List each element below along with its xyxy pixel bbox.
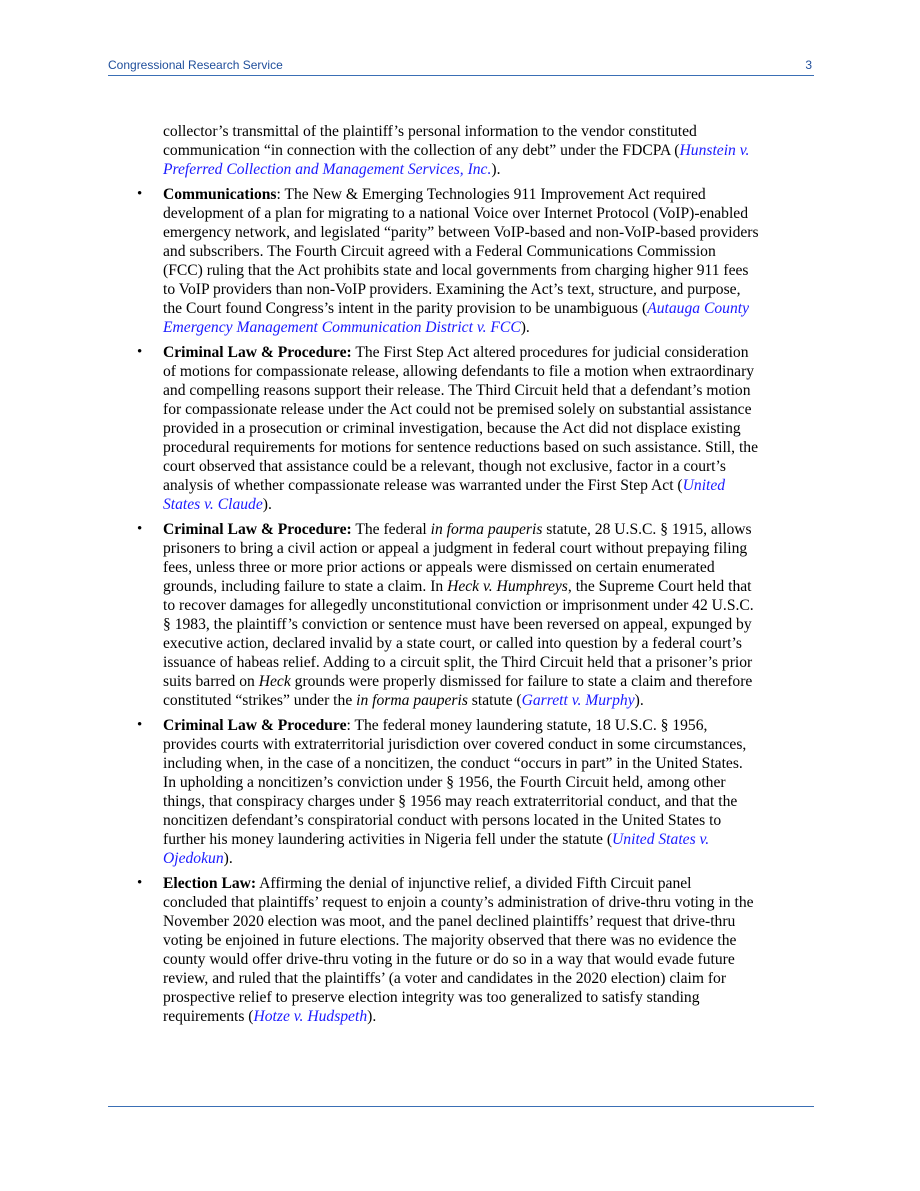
case-link-hunstein[interactable]: Hunstein v. Preferred Collection and Management Services, Inc. — [163, 142, 750, 178]
footer-divider — [108, 1106, 814, 1107]
list-item: • Criminal Law & Procedure: The federal money laundering statute, 18 U.S.C. § 1956, provides courts with extraterritorial jurisdiction over covered conduct in some circumstances, including when, in the case of a noncitizen, the conduct “occurs in part” in the United States. In upholding a noncitizen’s conviction under § 1956, the Fourth Circuit held, among other things, that conspiracy charges under § 1956 may reach extraterritorial conduct, and that the noncitizen defendant’s conspiratorial conduct with persons located in the United States to further his money laundering activities in Nigeria fell under the statute (United States v. Ojedokun). — [137, 717, 747, 867]
item-label: Criminal Law & Procedure: — [163, 521, 352, 538]
header-divider — [108, 75, 814, 76]
list-item: • Criminal Law & Procedure: The federal in forma pauperis statute, 28 U.S.C. § 1915, allows prisoners to bring a civil action or appeal a judgment in federal court without prepaying filing fees, unless three or more prior actions or appeals were dismissed on certain enumerated grounds, including failure to state a claim. In Heck v. Humphreys, the Supreme Court held that to recover damages for allegedly unconstitutional conviction or imprisonment under 42 U.S.C. § 1983, the plaintiff’s conviction or sentence must have been reversed on appeal, expunged by executive action, declared invalid by a state court, or called into question by a federal court’s issuance of habeas relief. Adding to a circuit split, the Third Circuit held that a prisoner’s prior suits barred on Heck grounds were properly dismissed for failure to state a claim and therefore constituted “strikes” under the in forma pauperis statute (Garrett v. Murphy). — [137, 521, 754, 709]
item-label: Criminal Law & Procedure — [163, 717, 347, 734]
case-link-hotze[interactable]: Hotze v. Hudspeth — [253, 1008, 368, 1025]
page-header — [108, 58, 814, 76]
bullet-icon: • — [137, 344, 143, 360]
document-body — [137, 122, 759, 1026]
case-link-ojedokun[interactable]: United States v. Ojedokun — [163, 831, 710, 867]
item-label: Criminal Law & Procedure: — [163, 344, 352, 361]
item-label: Election Law: — [163, 875, 257, 892]
list-item: • Election Law: Affirming the denial of injunctive relief, a divided Fifth Circuit panel concluded that plaintiffs’ request to enjoin a county’s administration of drive-thru voting in the November 2020 election was moot, and the panel declined plaintiffs’ request that drive-thru voting be enjoined in future elections. The majority observed that there was no evidence the county would offer drive-thru voting in the future or do so in a way that would evade future review, and ruled that the plaintiffs’ (a voter and candidates in the 2020 election) claim for prospective relief to preserve election integrity was too generalized to satisfy standing requirements (Hotze v. Hudspeth). — [137, 875, 754, 1025]
continued-paragraph: collector’s transmittal of the plaintiff’s personal information to the vendor constituted communication “in connection with the collection of any debt” under the FDCPA (Hunstein v. Preferred Collection and Management Services, Inc.). — [163, 123, 750, 178]
list-item: • Criminal Law & Procedure: The First Step Act altered procedures for judicial consideration of motions for compassionate release, allowing defendants to file a motion when extraordinary and compelling reasons support their release. The Third Circuit held that a defendant’s motion for compassionate release under the Act could not be premised solely on substantial assistance provided in a prosecution or criminal investigation, because the Act did not displace existing procedural requirements for motions for sentence reductions based on such assistance. Still, the court observed that assistance could be a relevant, though not exclusive, factor in a court’s analysis of whether compassionate release was warranted under the First Step Act (United States v. Claude). — [137, 344, 758, 513]
bullet-icon: • — [137, 186, 143, 202]
case-link-autauga[interactable]: Autauga County Emergency Management Communication District v. FCC — [163, 300, 750, 336]
bullet-icon: • — [137, 875, 143, 891]
header-publisher: Congressional Research Service — [108, 58, 283, 72]
list-item: • Communications: The New & Emerging Technologies 911 Improvement Act required development of a plan for migrating to a national Voice over Internet Protocol (VoIP)-enabled emergency network, and legislated “parity” between VoIP-based and non-VoIP-based providers and subscribers. The Fourth Circuit agreed with a Federal Communications Commission (FCC) ruling that the Act prohibits state and local governments from charging higher 911 fees to VoIP providers than non-VoIP providers. Examining the Act’s text, structure, and purpose, the Court found Congress’s intent in the parity provision to be unambiguous (Autauga County Emergency Management Communication District v. FCC). — [137, 186, 759, 336]
case-link-garrett[interactable]: Garrett v. Murphy — [521, 692, 635, 709]
page-number: 3 — [805, 58, 812, 72]
case-link-claude[interactable]: United States v. Claude — [163, 477, 726, 513]
bullet-icon: • — [137, 717, 143, 733]
bullet-icon: • — [137, 521, 143, 537]
item-label: Communications — [163, 186, 277, 203]
